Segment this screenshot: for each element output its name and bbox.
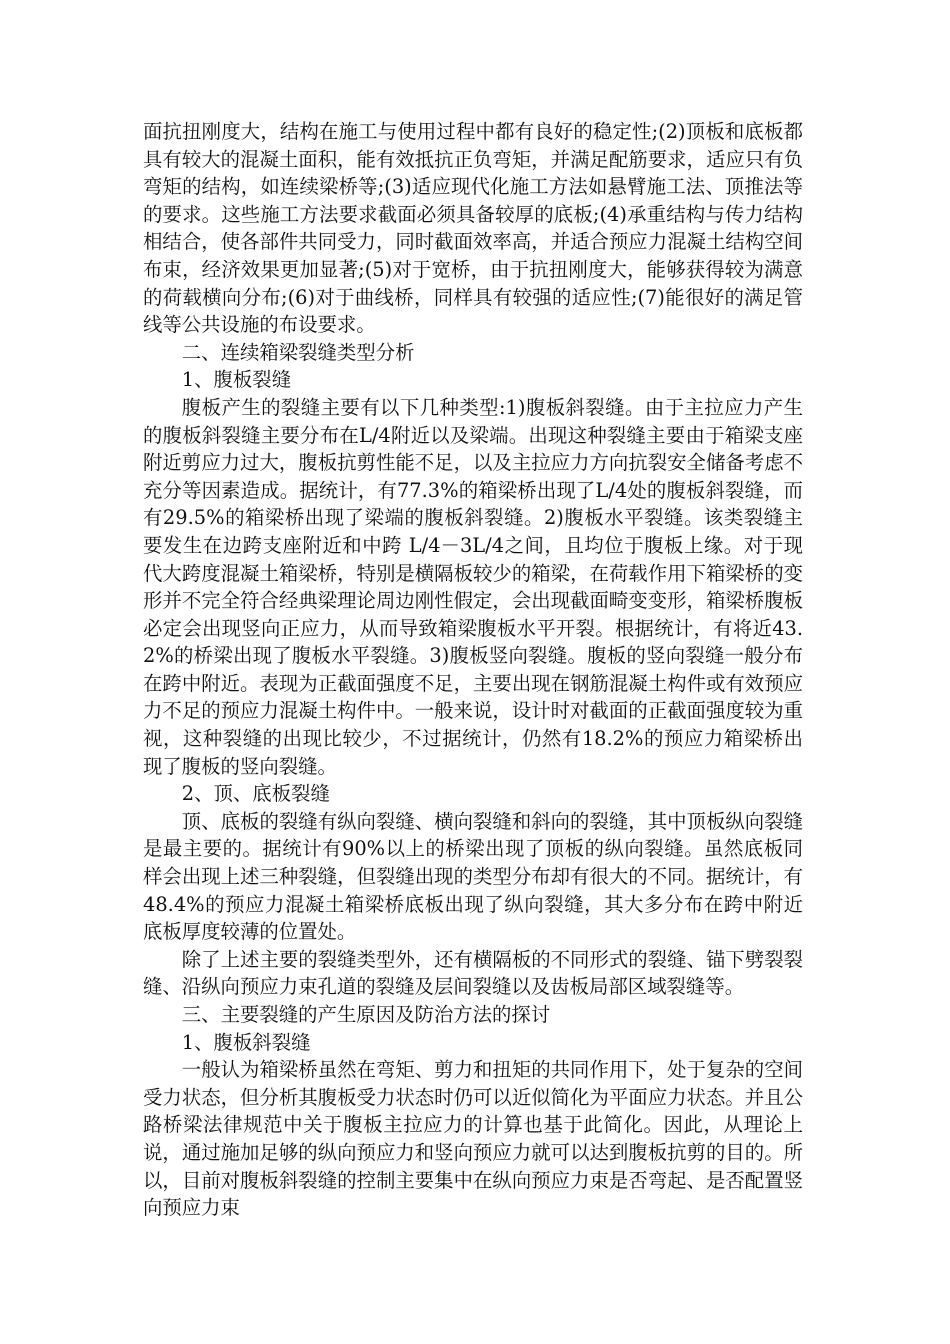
section-heading-crack-types: 二、连续箱梁裂缝类型分析 xyxy=(181,340,415,364)
section-heading-causes-prevention: 三、主要裂缝的产生原因及防治方法的探讨 xyxy=(181,1003,551,1026)
document-page xyxy=(143,118,803,1222)
subheading-top-bottom-slab-cracks: 2、顶、底板裂缝 xyxy=(181,782,330,806)
subheading-web-cracks: 1、腹板裂缝 xyxy=(181,368,292,392)
paragraph-web-crack-types: 腹板产生的裂缝主要有以下几种类型:1)腹板斜裂缝。由于主拉应力产生的腹板斜裂缝主要分布在L/4附近以及梁端。出现这种裂缝主要由于箱梁支座附近剪应力过大，腹板抗剪性能不足，以及主拉应力方向抗裂安全储备考虑不充分等因素造成。据统计，有77.3%的箱梁桥出现了L/4处的腹板斜裂缝，而有29.5%的箱梁桥出现了梁端的腹板斜裂缝。2)腹板水平裂缝。该类裂缝主要发生在边跨支座附近和中跨 L/4－3L/4之间，且均位于腹板上缘。对于现代大跨度混凝土箱梁桥，特别是横隔板较少的箱梁，在荷载作用下箱梁桥的变形并不完全符合经典梁理论周边刚性假定，会出现截面畸变变形，箱梁桥腹板必定会出现竖向正应力，从而导致箱梁腹板水平开裂。根据统计，有将近43.2%的桥梁出现了腹板水平裂缝。3)腹板竖向裂缝。腹板的竖向裂缝一般分布在跨中附近。表现为正截面强度不足，主要出现在钢筋混凝土构件或有效预应力不足的预应力混凝土构件中。一般来说，设计时对截面的正截面强度较为重视，这种裂缝的出现比较少，不过据统计，仍然有18.2%的预应力箱梁桥出现了腹板的竖向裂缝。 xyxy=(143,395,803,778)
paragraph-slab-cracks: 顶、底板的裂缝有纵向裂缝、横向裂缝和斜向的裂缝，其中顶板纵向裂缝是最主要的。据统计有90%以上的桥梁出现了顶板的纵向裂缝。虽然底板同样会出现上述三种裂缝，但裂缝出现的类型分布却有很大的不同。据统计，有48.4%的预应力混凝土箱梁桥底板出现了纵向裂缝，其大多分布在跨中附近底板厚度较薄的位置处。 xyxy=(143,809,803,944)
paragraph-other-cracks: 除了上述主要的裂缝类型外，还有横隔板的不同形式的裂缝、锚下劈裂裂缝、沿纵向预应力束孔道的裂缝及层间裂缝以及齿板局部区域裂缝等。 xyxy=(143,947,803,999)
paragraph-box-girder-advantages: 面抗扭刚度大，结构在施工与使用过程中都有良好的稳定性;(2)顶板和底板都具有较大的混凝土面积，能有效抵抗正负弯矩，并满足配筋要求，适应只有负弯矩的结构，如连续梁桥等;(3)适应现代化施工方法如悬臂施工法、顶推法等的要求。这些施工方法要求截面必须具备较厚的底板;(4)承重结构与传力结构相结合，使各部件共同受力，同时截面效率高，并适合预应力混凝土结构空间布束，经济效果更加显著;(5)对于宽桥，由于抗扭刚度大，能够获得较为满意的荷载横向分布;(6)对于曲线桥，同样具有较强的适应性;(7)能很好的满足管线等公共设施的布设要求。 xyxy=(143,120,803,337)
paragraph-diagonal-crack-analysis: 一般认为箱梁桥虽然在弯矩、剪力和扭矩的共同作用下，处于复杂的空间受力状态，但分析其腹板受力状态时仍可以近似简化为平面应力状态。并且公路桥梁法律规范中关于腹板主拉应力的计算也基于此简化。因此，从理论上说，通过施加足够的纵向预应力和竖向预应力就可以达到腹板抗剪的目的。所以，目前对腹板斜裂缝的控制主要集中在纵向预应力束是否弯起、是否配置竖向预应力束 xyxy=(143,1058,803,1220)
subheading-web-diagonal-cracks: 1、腹板斜裂缝 xyxy=(181,1030,311,1054)
